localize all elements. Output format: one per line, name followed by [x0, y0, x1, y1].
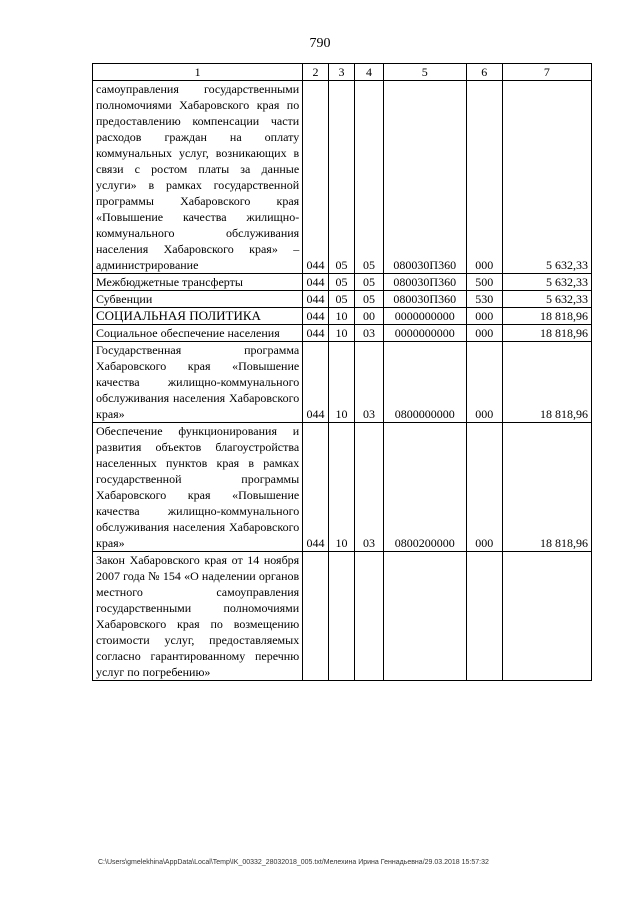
- row-name: Субвенции: [93, 291, 303, 308]
- target-article-code: 0800200000: [383, 423, 466, 552]
- table-row: [93, 81, 592, 274]
- target-article-code: 080030П360: [383, 274, 466, 291]
- expense-type-code: 000: [466, 342, 502, 423]
- subsection-code: 03: [355, 342, 384, 423]
- section-code: 10: [328, 308, 355, 325]
- row-name: Государственная программа Хабаровского края «Повышение качества жилищно-коммунального обслуживания населения Хабаровского края»: [93, 342, 303, 423]
- header-cell: 1: [93, 64, 303, 81]
- page-number: 790: [309, 36, 331, 51]
- subsection-code: 00: [355, 308, 384, 325]
- admin-code: 044: [303, 81, 328, 274]
- table-row: [93, 308, 592, 325]
- expense-type-code: [466, 552, 502, 681]
- admin-code: 044: [303, 291, 328, 308]
- row-name: Закон Хабаровского края от 14 ноября 2007 года № 154 «О наделении органов местного самоуправления государственными полномочиями Хабаровского края по возмещению стоимости услуг, предоставляемых согласно гарантированному перечню услуг по погребению»: [93, 552, 303, 681]
- amount: 18 818,96: [502, 325, 591, 342]
- header-cell: 2: [303, 64, 328, 81]
- admin-code: 044: [303, 423, 328, 552]
- expense-type-code: 000: [466, 81, 502, 274]
- row-name: самоуправления государственными полномочиями Хабаровского края по предоставлению компенсации части расходов граждан на оплату коммунальных услуг, возникающих в связи с ростом платы за данные услуги» в рамках государственной программы Хабаровского края «Повышение качества жилищно-коммунального обслуживания населения Хабаровского края» – администрирование: [93, 81, 303, 274]
- header-cell: 4: [355, 64, 384, 81]
- budget-table: [92, 63, 592, 681]
- admin-code: 044: [303, 342, 328, 423]
- expense-type-code: 000: [466, 423, 502, 552]
- section-code: 05: [328, 274, 355, 291]
- row-name: Обеспечение функционирования и развития объектов благоустройства населенных пунктов края в рамках государственной программы Хабаровского края «Повышение качества жилищно-коммунального обслуживания населения Хабаровского края»: [93, 423, 303, 552]
- target-article-code: 0000000000: [383, 308, 466, 325]
- header-row: [93, 64, 592, 81]
- row-name: СОЦИАЛЬНАЯ ПОЛИТИКА: [93, 308, 303, 325]
- table-row: [93, 423, 592, 552]
- table-row: [93, 274, 592, 291]
- row-name: Социальное обеспечение населения: [93, 325, 303, 342]
- expense-type-code: 530: [466, 291, 502, 308]
- header-cell: 6: [466, 64, 502, 81]
- header-cell: 3: [328, 64, 355, 81]
- amount: 5 632,33: [502, 291, 591, 308]
- amount: 5 632,33: [502, 81, 591, 274]
- amount: 18 818,96: [502, 423, 591, 552]
- section-code: 10: [328, 423, 355, 552]
- amount: [502, 552, 591, 681]
- subsection-code: 03: [355, 325, 384, 342]
- header-cell: 5: [383, 64, 466, 81]
- subsection-code: 05: [355, 81, 384, 274]
- subsection-code: 05: [355, 291, 384, 308]
- target-article-code: 080030П360: [383, 291, 466, 308]
- file-path-footer: C:\Users\gmelekhina\AppData\Local\Temp\IK_00332_28032018_005.txt/Мелехина Ирина Геннадьевна/29.03.2018 15:57:32: [98, 859, 489, 866]
- table-row: [93, 342, 592, 423]
- amount: 18 818,96: [502, 342, 591, 423]
- target-article-code: 0800000000: [383, 342, 466, 423]
- expense-type-code: 500: [466, 274, 502, 291]
- section-code: 05: [328, 81, 355, 274]
- admin-code: [303, 552, 328, 681]
- subsection-code: 05: [355, 274, 384, 291]
- subsection-code: 03: [355, 423, 384, 552]
- table-row: [93, 325, 592, 342]
- section-code: 10: [328, 325, 355, 342]
- section-code: 10: [328, 342, 355, 423]
- amount: 18 818,96: [502, 308, 591, 325]
- admin-code: 044: [303, 325, 328, 342]
- admin-code: 044: [303, 308, 328, 325]
- target-article-code: 080030П360: [383, 81, 466, 274]
- target-article-code: [383, 552, 466, 681]
- subsection-code: [355, 552, 384, 681]
- section-code: [328, 552, 355, 681]
- target-article-code: 0000000000: [383, 325, 466, 342]
- table-row: [93, 552, 592, 681]
- expense-type-code: 000: [466, 308, 502, 325]
- admin-code: 044: [303, 274, 328, 291]
- amount: 5 632,33: [502, 274, 591, 291]
- section-code: 05: [328, 291, 355, 308]
- header-cell: 7: [502, 64, 591, 81]
- row-name: Межбюджетные трансферты: [93, 274, 303, 291]
- expense-type-code: 000: [466, 325, 502, 342]
- table-row: [93, 291, 592, 308]
